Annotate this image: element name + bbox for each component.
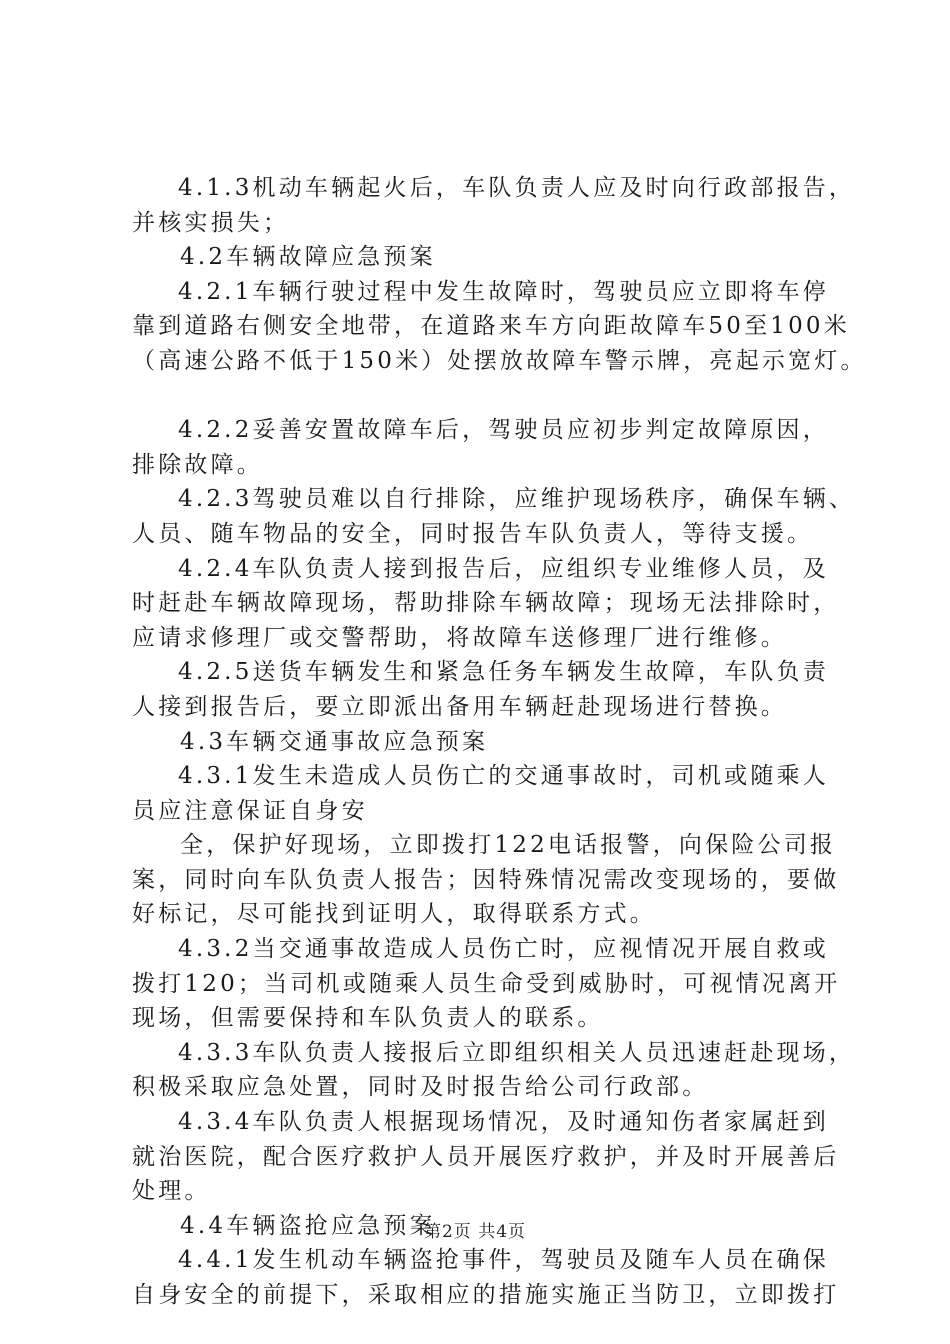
text-line: 拨打120；当司机或随乘人员生命受到威胁时，可视情况离开: [132, 970, 841, 997]
text-line: 现场，但需要保持和车队负责人的联系。: [132, 1005, 604, 1032]
text-line: 人接到报告后，要立即派出备用车辆赶赴现场进行替换。: [132, 693, 787, 720]
text-line: 4.2.1车辆行驶过程中发生故障时，驾驶员应立即将车停: [178, 278, 829, 305]
text-line: 4.3车辆交通事故应急预案: [180, 728, 489, 755]
text-line: 应请求修理厂或交警帮助，将故障车送修理厂进行维修。: [132, 624, 787, 651]
text-line: 4.4车辆盗抢应急预案: [180, 1212, 436, 1239]
text-line: 并核实损失；: [132, 209, 290, 236]
text-line: 就治医院，配合医疗救护人员开展医疗救护，并及时开展善后: [132, 1143, 840, 1170]
text-line: 员应注意保证自身安: [132, 797, 368, 824]
text-line: 4.4.1发生机动车辆盗抢事件，驾驶员及随车人员在确保: [178, 1247, 829, 1274]
text-line: 4.2.2妥善安置故障车后，驾驶员应初步判定故障原因，: [178, 417, 829, 444]
text-line: 处理。: [132, 1178, 211, 1205]
text-line: 好标记，尽可能找到证明人，取得联系方式。: [132, 901, 656, 928]
blank-line: [132, 379, 852, 414]
page-footer: 第2页 共4页: [423, 1222, 527, 1242]
text-line: 4.3.2当交通事故造成人员伤亡时，应视情况开展自救或: [178, 936, 829, 963]
text-line: 全，保护好现场，立即拨打122电话报警，向保险公司报: [180, 832, 837, 859]
text-line: 人员、随车物品的安全，同时报告车队负责人，等待支援。: [132, 520, 814, 547]
text-line: 积极采取应急处置，同时及时报告给公司行政部。: [132, 1074, 709, 1101]
text-line: 时赶赴车辆故障现场，帮助排除车辆故障；现场无法排除时，: [132, 590, 840, 617]
text-line: 案，同时向车队负责人报告；因特殊情况需改变现场的，要做: [132, 866, 840, 893]
text-line: 靠到道路右侧安全地带，在道路来车方向距故障车50至100米: [132, 313, 850, 340]
text-line: 4.2车辆故障应急预案: [180, 244, 436, 271]
text-line: 4.2.5送货车辆发生和紧急任务车辆发生故障，车队负责: [178, 659, 829, 686]
text-line: 自身安全的前提下，采取相应的措施实施正当防卫，立即拨打: [132, 1282, 840, 1308]
text-line: 4.3.1发生未造成人员伤亡的交通事故时，司机或随乘人: [178, 763, 829, 790]
text-line: （高速公路不低于150米）处摆放故障车警示牌，亮起示宽灯。: [132, 347, 867, 374]
text-line: 排除故障。: [132, 451, 263, 478]
text-line: 4.3.3车队负责人接报后立即组织相关人员迅速赶赴现场，: [178, 1039, 856, 1066]
document-body: [132, 171, 867, 1313]
text-line: 4.2.4车队负责人接到报告后，应组织专业维修人员，及: [178, 555, 829, 582]
text-line: 4.2.3驾驶员难以自行排除，应维护现场秩序，确保车辆、: [178, 486, 856, 513]
text-line: 4.1.3机动车辆起火后，车队负责人应及时向行政部报告，: [178, 175, 856, 201]
text-line: 4.3.4车队负责人根据现场情况，及时通知伤者家属赶到: [178, 1109, 829, 1136]
